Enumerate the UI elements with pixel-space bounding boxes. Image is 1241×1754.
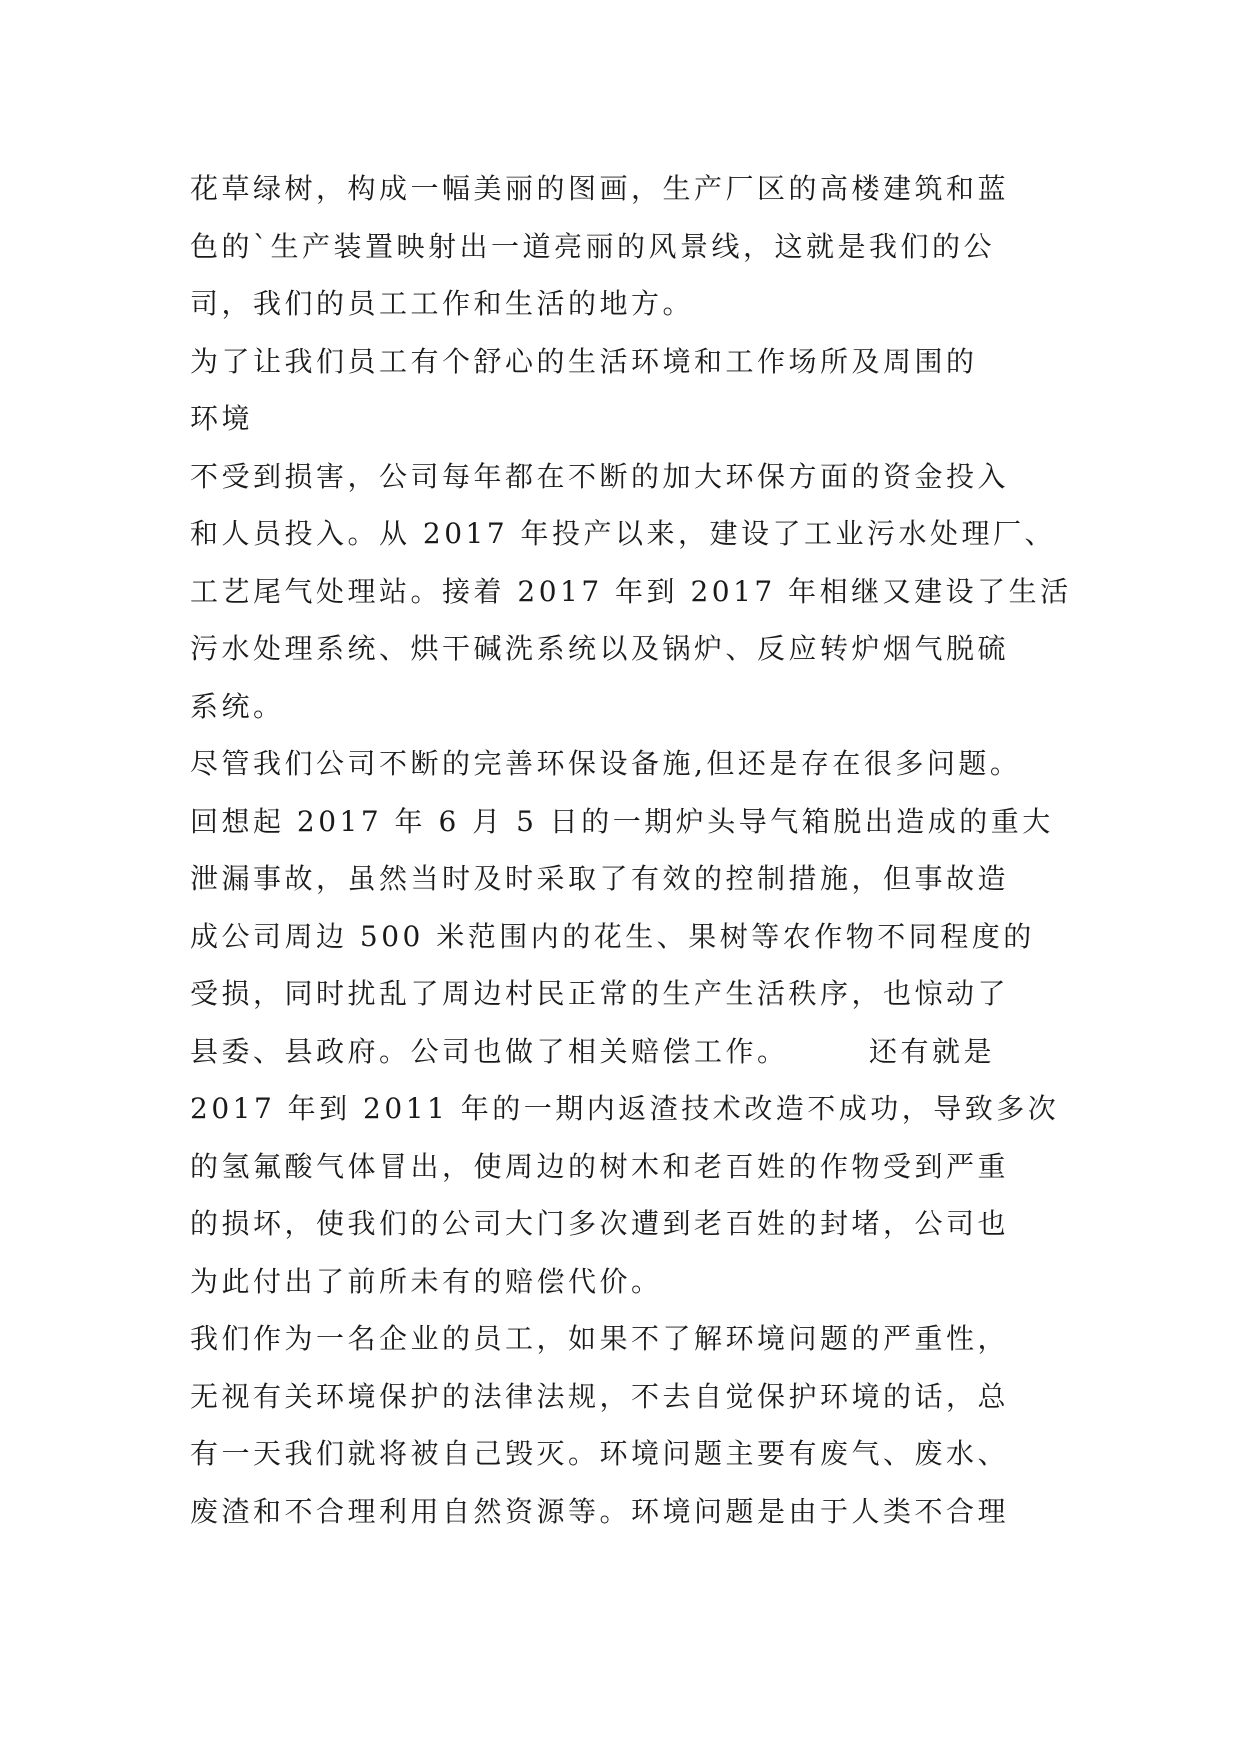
text-line: 有一天我们就将被自己毁灭。环境问题主要有废气、废水、: [190, 1437, 1010, 1470]
text-line: 为了让我们员工有个舒心的生活环境和工作场所及周围的: [190, 344, 978, 378]
text-line: 为此付出了前所未有的赔偿代价。: [190, 1264, 663, 1298]
text-line: 我们作为一名企业的员工，如果不了解环境问题的严重性，: [190, 1322, 1010, 1355]
text-line: 的损坏，使我们的公司大门多次遭到老百姓的封堵，公司也: [190, 1207, 1010, 1240]
text-line: 成公司周边 500 米范围内的花生、果树等农作物不同程度的: [190, 919, 1035, 953]
text-line: 司，我们的员工工作和生活的地方。: [190, 287, 695, 320]
text-line: 尽管我们公司不断的完善环保设备施,但还是存在很多问题。: [190, 747, 1022, 780]
text-line: 环境: [190, 402, 254, 435]
text-line: 回想起 2017 年 6 月 5 日的一期炉头导气箱脱出造成的重大: [190, 804, 1054, 838]
text-line: 不受到损害，公司每年都在不断的加大环保方面的资金投入: [190, 459, 1010, 493]
text-line: 色的`生产装置映射出一道亮丽的风景线，这就是我们的公: [190, 229, 996, 263]
text-line: 受损，同时扰乱了周边村民正常的生产生活秩序，也惊动了: [190, 977, 1010, 1010]
text-line: 无视有关环境保护的法律法规，不去自觉保护环境的话，总: [190, 1379, 1010, 1413]
text-line: 花草绿树，构成一幅美丽的图画，生产厂区的高楼建筑和蓝: [190, 172, 1010, 205]
body-text: [190, 160, 1070, 1540]
text-line: 系统。: [190, 689, 285, 723]
text-line: 和人员投入。从 2017 年投产以来，建设了工业污水处理厂、: [190, 517, 1057, 550]
text-line: 县委、县政府。公司也做了相关赔偿工作。 还有就是: [190, 1034, 996, 1068]
text-line: 2017 年到 2011 年的一期内返渣技术改造不成功，导致多次: [190, 1092, 1060, 1125]
text-line: 的氢氟酸气体冒出，使周边的树木和老百姓的作物受到严重: [190, 1149, 1010, 1183]
text-line: 废渣和不合理利用自然资源等。环境问题是由于人类不合理: [190, 1494, 1010, 1528]
text-line: 工艺尾气处理站。接着 2017 年到 2017 年相继又建设了生活: [190, 574, 1072, 608]
text-line: 污水处理系统、烘干碱洗系统以及锅炉、反应转炉烟气脱硫: [190, 632, 1010, 665]
text-line: 泄漏事故，虽然当时及时采取了有效的控制措施，但事故造: [190, 862, 1010, 895]
